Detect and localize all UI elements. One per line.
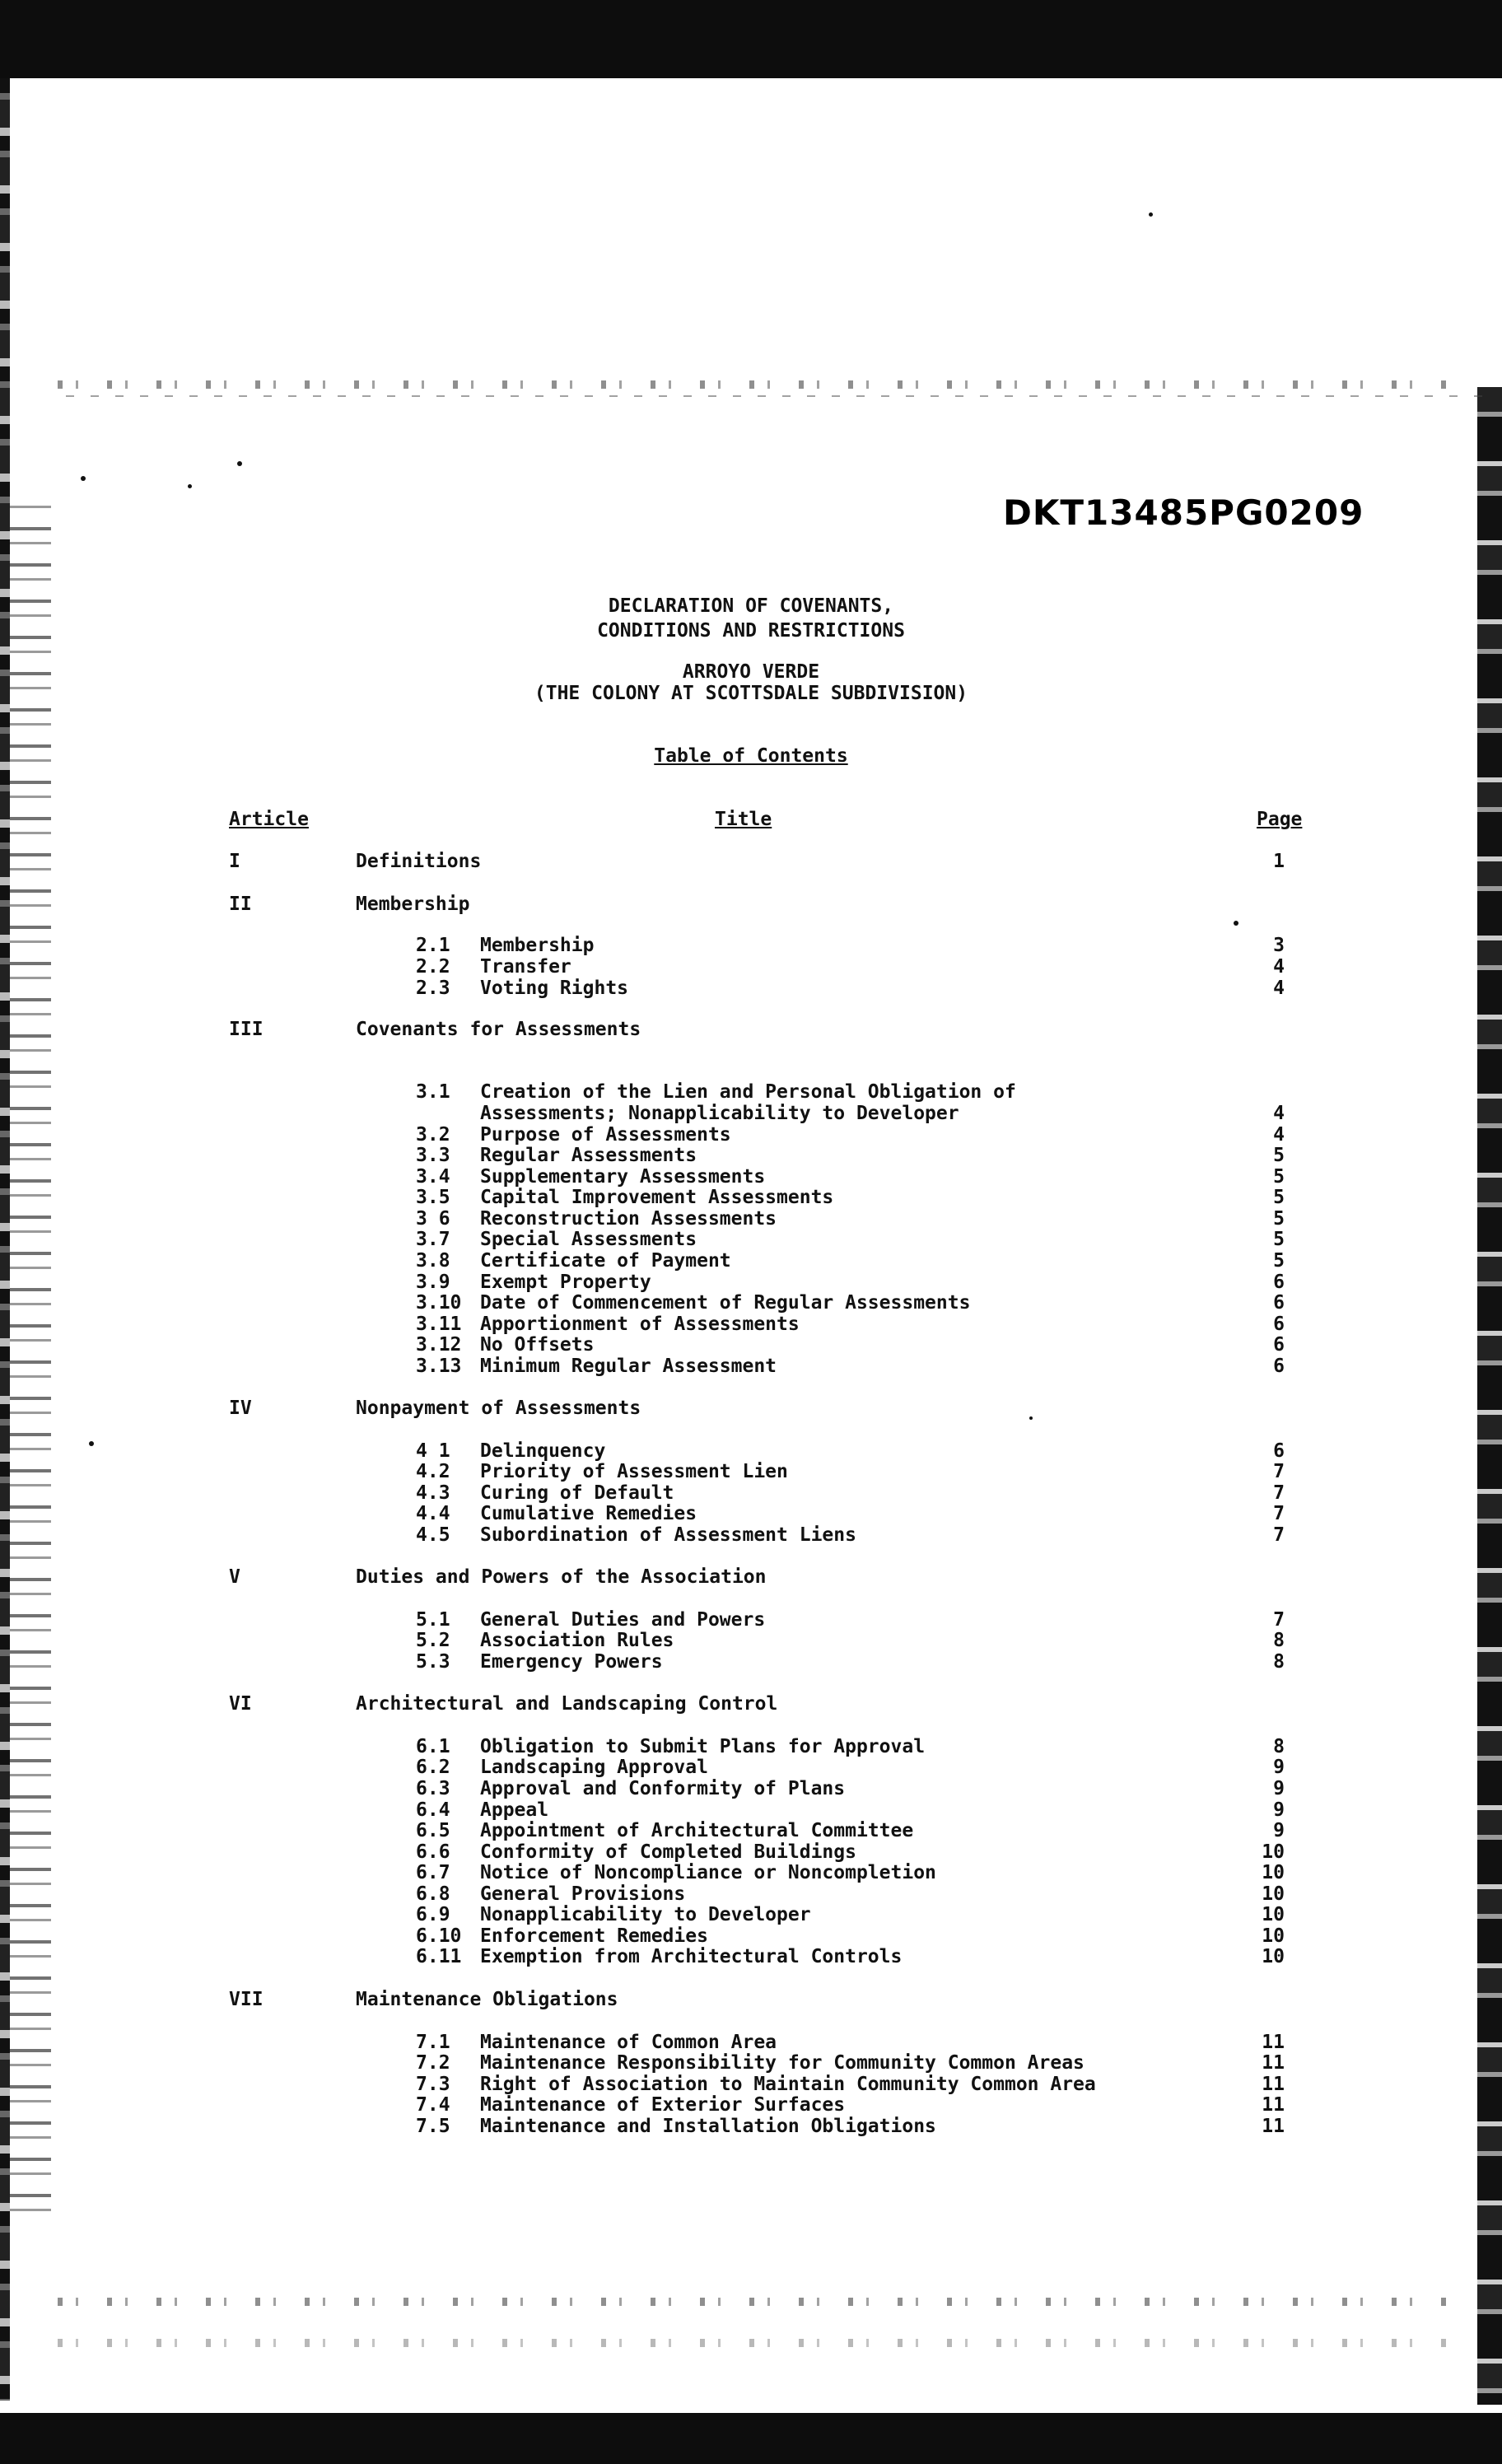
section-title: Capital Improvement Assessments: [480, 1187, 834, 1208]
toc-section-row: [0, 1925, 1502, 1947]
section-title: Subordination of Assessment Liens: [480, 1524, 856, 1546]
toc-section-row: [0, 1356, 1502, 1377]
page-number: 4: [1273, 978, 1285, 999]
toc-article-row: [0, 1566, 1502, 1588]
section-title: Approval and Conformity of Plans: [480, 1778, 846, 1799]
toc-section-row: [0, 1334, 1502, 1356]
toc-section-row: [0, 1630, 1502, 1651]
section-number: 3.3: [416, 1145, 450, 1166]
page-number: 7: [1273, 1482, 1285, 1504]
section-title: Nonapplicability to Developer: [480, 1904, 811, 1925]
article-title: Definitions: [356, 851, 482, 872]
column-header-page: Page: [1257, 809, 1303, 830]
section-number: 7.2: [416, 2052, 450, 2074]
toc-section-row: [0, 1166, 1502, 1188]
scan-border-bottom: [0, 2413, 1502, 2464]
scan-page-edge: [66, 395, 1482, 397]
scan-noise-band: [58, 380, 1458, 389]
section-title: Apportionment of Assessments: [480, 1314, 800, 1335]
column-header-article: Article: [229, 809, 309, 830]
scan-speck: [1234, 921, 1238, 926]
section-number: 3.2: [416, 1124, 450, 1146]
toc-section-row: [0, 1272, 1502, 1293]
section-number: 3.7: [416, 1229, 450, 1250]
toc-section-row: [0, 1841, 1502, 1863]
section-number: 6.7: [416, 1862, 450, 1883]
page-number: 11: [1262, 2074, 1285, 2095]
section-number: 3.9: [416, 1272, 450, 1293]
scan-speck: [237, 461, 242, 466]
page-number: 5: [1273, 1208, 1285, 1230]
toc-section-row: [0, 1757, 1502, 1778]
article-number: VI: [229, 1693, 252, 1715]
toc-section-row: [0, 1651, 1502, 1673]
toc-section-row: [0, 1883, 1502, 1905]
section-title: Delinquency: [480, 1440, 606, 1462]
section-number: 3.12: [416, 1334, 462, 1356]
page-number: 8: [1273, 1630, 1285, 1651]
section-title: Transfer: [480, 956, 571, 978]
page-number: 11: [1262, 2052, 1285, 2074]
article-title: Nonpayment of Assessments: [356, 1398, 641, 1419]
section-number: 6.3: [416, 1778, 450, 1799]
page-number: 8: [1273, 1651, 1285, 1673]
docket-number: DKT13485PG0209: [1003, 492, 1364, 533]
toc-section-row: [0, 1187, 1502, 1208]
section-title: Special Assessments: [480, 1229, 697, 1250]
toc-section-row: [0, 1503, 1502, 1524]
section-title: Minimum Regular Assessment: [480, 1356, 777, 1377]
section-title: Right of Association to Maintain Community Common Area: [480, 2074, 1096, 2095]
section-title: Curing of Default: [480, 1482, 674, 1504]
page-number: 10: [1262, 1946, 1285, 1967]
section-title: Emergency Powers: [480, 1651, 663, 1673]
scan-border-top: [0, 0, 1502, 78]
section-number: 3.5: [416, 1187, 450, 1208]
section-number: 6.4: [416, 1799, 450, 1821]
section-title: Enforcement Remedies: [480, 1925, 708, 1947]
article-number: IV: [229, 1398, 252, 1419]
toc-section-row: [0, 1314, 1502, 1335]
page-number: 4: [1273, 1103, 1285, 1124]
toc-section-row: [0, 1778, 1502, 1799]
section-number: 6.9: [416, 1904, 450, 1925]
section-number: 3.1: [416, 1081, 450, 1103]
scan-noise-band: [58, 2298, 1458, 2306]
page-number: 1: [1273, 851, 1285, 872]
section-title: Notice of Noncompliance or Noncompletion: [480, 1862, 936, 1883]
toc-heading-text: Table of Contents: [654, 745, 848, 767]
document-title-line2: CONDITIONS AND RESTRICTIONS: [597, 620, 905, 642]
toc-article-row: [0, 1989, 1502, 2010]
section-title: Assessments; Nonapplicability to Developer: [480, 1103, 959, 1124]
document-subtitle-line2: (THE COLONY AT SCOTTSDALE SUBDIVISION): [534, 683, 968, 704]
page-number: 7: [1273, 1609, 1285, 1631]
page-number: 5: [1273, 1145, 1285, 1166]
section-number: 3.11: [416, 1314, 462, 1335]
section-number: 3.4: [416, 1166, 450, 1188]
toc-section-row: [0, 1081, 1502, 1103]
page-number: 3: [1273, 935, 1285, 956]
toc-section-row: [0, 2094, 1502, 2116]
toc-section-row: [0, 978, 1502, 999]
page-number: 10: [1262, 1883, 1285, 1905]
page-number: 9: [1273, 1778, 1285, 1799]
toc-heading: [0, 744, 1502, 768]
section-title: Exempt Property: [480, 1272, 651, 1293]
section-title: Cumulative Remedies: [480, 1503, 697, 1524]
section-title: Exemption from Architectural Controls: [480, 1946, 903, 1967]
scan-speck: [188, 484, 192, 488]
toc-section-row: [0, 1461, 1502, 1482]
scan-speck: [81, 476, 86, 481]
section-title: Conformity of Completed Buildings: [480, 1841, 856, 1863]
toc-section-row: [0, 2116, 1502, 2137]
page-number: 9: [1273, 1820, 1285, 1841]
toc-section-row: [0, 1250, 1502, 1272]
article-title: Architectural and Landscaping Control: [356, 1693, 778, 1715]
toc-article-row: [0, 1398, 1502, 1419]
page-number: 5: [1273, 1250, 1285, 1272]
page-number: 5: [1273, 1187, 1285, 1208]
article-number: VII: [229, 1989, 264, 2010]
section-number: 4.3: [416, 1482, 450, 1504]
section-number: 6.6: [416, 1841, 450, 1863]
toc-section-row: [0, 1292, 1502, 1314]
page-number: 11: [1262, 2116, 1285, 2137]
page-number: 4: [1273, 956, 1285, 978]
section-title: Obligation to Submit Plans for Approval: [480, 1736, 926, 1757]
toc-section-row: [0, 1799, 1502, 1821]
page-number: 6: [1273, 1440, 1285, 1462]
toc-section-row: [0, 1208, 1502, 1230]
page-number: 7: [1273, 1461, 1285, 1482]
column-header-title: Title: [715, 809, 772, 830]
toc-section-row: [0, 1609, 1502, 1631]
section-number: 7.1: [416, 2032, 450, 2053]
page-number: 10: [1262, 1925, 1285, 1947]
section-number: 6.11: [416, 1946, 462, 1967]
section-title: General Provisions: [480, 1883, 686, 1905]
section-number: 4.4: [416, 1503, 450, 1524]
toc-section-row: [0, 935, 1502, 956]
section-number: 3.8: [416, 1250, 450, 1272]
section-number: 3.13: [416, 1356, 462, 1377]
section-number: 7.3: [416, 2074, 450, 2095]
toc-article-row: [0, 894, 1502, 915]
section-title: Appeal: [480, 1799, 549, 1821]
section-number: 5.1: [416, 1609, 450, 1631]
section-title: Maintenance of Common Area: [480, 2032, 777, 2053]
page-number: 6: [1273, 1292, 1285, 1314]
page-number: 6: [1273, 1272, 1285, 1293]
scan-noise-band: [58, 2339, 1458, 2347]
article-title: Covenants for Assessments: [356, 1019, 641, 1040]
scan-speck: [1149, 212, 1153, 217]
toc-section-row: [0, 1524, 1502, 1546]
section-title: Membership: [480, 935, 595, 956]
document-title-line1: DECLARATION OF COVENANTS,: [608, 595, 894, 617]
toc-section-row: [0, 1820, 1502, 1841]
page-number: 10: [1262, 1841, 1285, 1863]
section-number: 2.1: [416, 935, 450, 956]
section-title: Date of Commencement of Regular Assessments: [480, 1292, 971, 1314]
section-title: Association Rules: [480, 1630, 674, 1651]
article-title: Maintenance Obligations: [356, 1989, 618, 2010]
article-number: V: [229, 1566, 240, 1588]
section-title: Regular Assessments: [480, 1145, 697, 1166]
section-number: 2.3: [416, 978, 450, 999]
toc-section-row: [0, 1904, 1502, 1925]
toc-section-row: [0, 1440, 1502, 1462]
toc-section-row: [0, 1946, 1502, 1967]
page-number: 7: [1273, 1503, 1285, 1524]
section-title: Certificate of Payment: [480, 1250, 731, 1272]
page-number: 7: [1273, 1524, 1285, 1546]
section-number: 3.10: [416, 1292, 462, 1314]
page-number: 11: [1262, 2032, 1285, 2053]
page-number: 5: [1273, 1166, 1285, 1188]
document-subtitle-line1: ARROYO VERDE: [682, 661, 820, 683]
article-title: Membership: [356, 894, 470, 915]
article-number: I: [229, 851, 240, 872]
section-number: 5.2: [416, 1630, 450, 1651]
section-title: Maintenance Responsibility for Community Common Areas: [480, 2052, 1085, 2074]
toc-article-row: [0, 1693, 1502, 1715]
page-number: 5: [1273, 1229, 1285, 1250]
section-title: Creation of the Lien and Personal Obligation of: [480, 1081, 1016, 1103]
page-number: 9: [1273, 1757, 1285, 1778]
section-number: 5.3: [416, 1651, 450, 1673]
page-number: 6: [1273, 1334, 1285, 1356]
section-title: Priority of Assessment Lien: [480, 1461, 788, 1482]
section-title: Voting Rights: [480, 978, 629, 999]
section-title: Maintenance and Installation Obligations: [480, 2116, 936, 2137]
section-title: Purpose of Assessments: [480, 1124, 731, 1146]
section-number: 4 1: [416, 1440, 450, 1462]
section-number: 6.1: [416, 1736, 450, 1757]
section-number: 6.2: [416, 1757, 450, 1778]
article-number: II: [229, 894, 252, 915]
section-number: 4.5: [416, 1524, 450, 1546]
page-number: 4: [1273, 1124, 1285, 1146]
toc-section-row: [0, 1482, 1502, 1504]
page-number: 10: [1262, 1904, 1285, 1925]
section-title: No Offsets: [480, 1334, 595, 1356]
section-number: 6.5: [416, 1820, 450, 1841]
toc-section-row: [0, 1736, 1502, 1757]
toc-section-row: [0, 1103, 1502, 1124]
section-title: Maintenance of Exterior Surfaces: [480, 2094, 846, 2116]
toc-section-row: [0, 1124, 1502, 1146]
section-title: General Duties and Powers: [480, 1609, 766, 1631]
section-number: 7.5: [416, 2116, 450, 2137]
toc-section-row: [0, 1229, 1502, 1250]
toc-section-row: [0, 1862, 1502, 1883]
article-number: III: [229, 1019, 264, 1040]
toc-section-row: [0, 2032, 1502, 2053]
section-title: Landscaping Approval: [480, 1757, 708, 1778]
section-number: 6.8: [416, 1883, 450, 1905]
section-title: Appointment of Architectural Committee: [480, 1820, 914, 1841]
toc-article-row: [0, 851, 1502, 872]
page-number: 6: [1273, 1314, 1285, 1335]
toc-section-row: [0, 2074, 1502, 2095]
section-number: 4.2: [416, 1461, 450, 1482]
page-number: 11: [1262, 2094, 1285, 2116]
page-number: 9: [1273, 1799, 1285, 1821]
section-number: 7.4: [416, 2094, 450, 2116]
toc-section-row: [0, 2052, 1502, 2074]
section-title: Supplementary Assessments: [480, 1166, 766, 1188]
section-title: Reconstruction Assessments: [480, 1208, 777, 1230]
page-number: 8: [1273, 1736, 1285, 1757]
section-number: 3 6: [416, 1208, 450, 1230]
section-number: 2.2: [416, 956, 450, 978]
toc-section-row: [0, 956, 1502, 978]
article-title: Duties and Powers of the Association: [356, 1566, 767, 1588]
page-number: 6: [1273, 1356, 1285, 1377]
toc-section-row: [0, 1145, 1502, 1166]
page-number: 10: [1262, 1862, 1285, 1883]
toc-article-row: [0, 1019, 1502, 1040]
section-number: 6.10: [416, 1925, 462, 1947]
